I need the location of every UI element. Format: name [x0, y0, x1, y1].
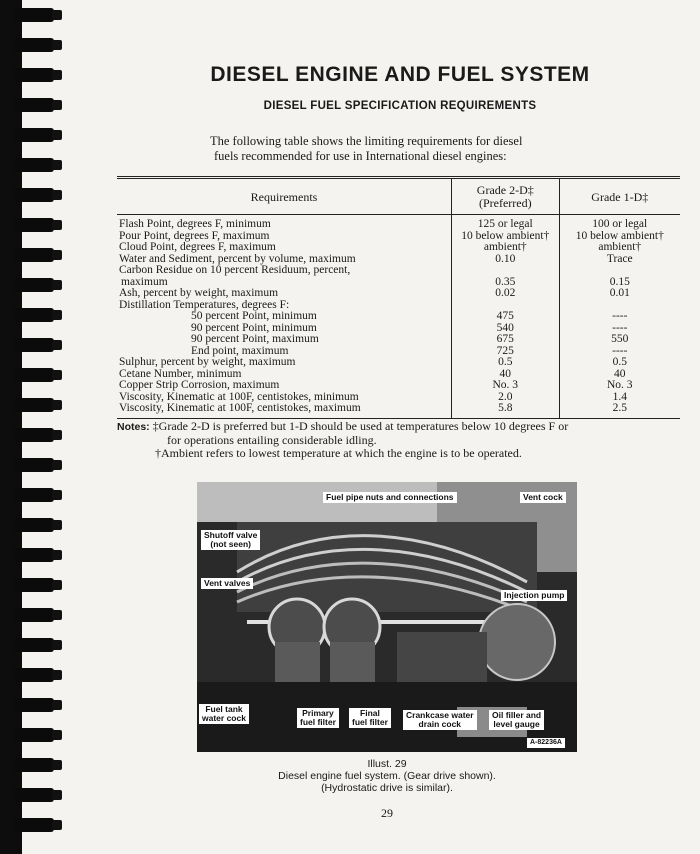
label-fuel-tank-water-cock	[199, 704, 249, 724]
cell-grade-2d: 475	[452, 311, 560, 323]
binding-ring	[14, 188, 54, 202]
caption-line: Illust. 29	[367, 758, 407, 770]
label-fuel-pipe-nuts: Fuel pipe nuts and connections	[323, 492, 457, 503]
cell-grade-1d: ----	[559, 323, 680, 335]
label-line: Final	[360, 708, 380, 718]
cell-requirement: 90 percent Point, maximum	[191, 333, 319, 345]
intro-line: fuels recommended for use in International diesel engines:	[214, 149, 507, 163]
cell-requirement: Water and Sediment, percent by volume, maximum	[119, 252, 356, 265]
binding-ring	[14, 38, 54, 52]
intro-paragraph	[210, 134, 610, 164]
binding-ring	[14, 698, 54, 712]
cell-grade-2d: 40	[452, 369, 560, 381]
binding-ring	[14, 638, 54, 652]
binding-ring	[14, 338, 54, 352]
binding-ring	[14, 398, 54, 412]
header-requirements: Requirements	[117, 178, 452, 215]
cell-grade-1d: Trace	[559, 254, 680, 266]
cell-grade-1d: ambient†	[559, 242, 680, 254]
cell-requirement: 50 percent Point, minimum	[191, 310, 317, 322]
note-text: ‡Grade 2-D is preferred but 1-D should be used at temperatures below 10 degrees F or	[152, 419, 569, 433]
table-row	[117, 380, 680, 392]
notes-block	[117, 420, 687, 460]
cell-requirement: 90 percent Point, minimum	[191, 321, 317, 334]
binding-ring	[14, 758, 54, 772]
label-vent-valves: Vent valves	[201, 578, 253, 589]
binding-ring	[14, 98, 54, 112]
cell-grade-2d: 125 or legal	[452, 215, 560, 231]
label-final-fuel-filter	[349, 708, 391, 728]
table-row	[117, 311, 680, 323]
cell-requirement: Sulphur, percent by weight, maximum	[119, 356, 296, 368]
note-line: †Ambient refers to lowest temperature at which the engine is to be operated.	[155, 446, 522, 460]
cell-requirement: Cetane Number, minimum	[119, 367, 242, 380]
label-line: level gauge	[493, 719, 540, 729]
cell-grade-2d: 0.35	[452, 277, 560, 289]
header-grade-2d-name: Grade 2-D‡	[476, 183, 534, 197]
cell-requirement: End point, maximum	[191, 344, 289, 357]
binding-ring	[14, 428, 54, 442]
binding-ring	[14, 128, 54, 142]
cell-grade-2d: 0.02	[452, 288, 560, 300]
cell-grade-1d: ----	[559, 346, 680, 358]
binding-ring	[14, 308, 54, 322]
binding-ring	[14, 728, 54, 742]
label-line: Oil filler and	[492, 710, 542, 720]
table-row	[117, 215, 680, 231]
binding-ring	[14, 548, 54, 562]
header-grade-1d: Grade 1-D‡	[559, 178, 680, 215]
cell-grade-1d: 550	[559, 334, 680, 346]
cell-grade-2d: No. 3	[452, 380, 560, 392]
table-row	[117, 403, 680, 418]
cell-grade-1d: ----	[559, 311, 680, 323]
header-grade-2d	[452, 178, 560, 215]
table-row	[117, 288, 680, 300]
binding-ring	[14, 158, 54, 172]
cell-grade-1d: 10 below ambient†	[559, 231, 680, 243]
binding-ring	[14, 68, 54, 82]
label-line: Crankcase water	[406, 710, 474, 720]
binding-ring	[14, 368, 54, 382]
label-line: fuel filter	[300, 717, 336, 727]
caption-line: Diesel engine fuel system. (Gear drive shown).	[278, 770, 496, 782]
table-row	[117, 265, 680, 277]
page-title: DIESEL ENGINE AND FUEL SYSTEM	[210, 63, 590, 86]
cell-grade-2d: 725	[452, 346, 560, 358]
cell-grade-2d: 0.5	[452, 357, 560, 369]
label-crankcase-drain	[403, 710, 477, 730]
cell-grade-2d: 5.8	[452, 403, 560, 418]
label-line: fuel filter	[352, 717, 388, 727]
cell-requirement: maximum	[121, 275, 168, 288]
note-line: for operations entailing considerable idling.	[167, 433, 377, 447]
cell-requirement: Carbon Residue on 10 percent Residuum, percent,	[119, 264, 351, 276]
illustration-code: A-82236A	[527, 738, 565, 748]
note-line	[117, 420, 687, 434]
cell-grade-1d: 0.5	[559, 357, 680, 369]
label-line: Shutoff valve	[204, 530, 258, 540]
binding-ring	[14, 668, 54, 682]
label-primary-fuel-filter	[297, 708, 339, 728]
cell-grade-2d: 0.10	[452, 254, 560, 266]
label-shutoff-valve	[201, 530, 260, 550]
cell-grade-2d: ambient†	[452, 242, 560, 254]
label-line: Primary	[302, 708, 334, 718]
binding-ring	[14, 488, 54, 502]
cell-grade-2d	[452, 265, 560, 277]
cell-requirement: Cloud Point, degrees F, maximum	[119, 241, 276, 253]
binding-ring	[14, 8, 54, 22]
caption-line: (Hydrostatic drive is similar).	[321, 782, 453, 794]
cell-grade-2d: 2.0	[452, 392, 560, 404]
cell-grade-1d: 1.4	[559, 392, 680, 404]
label-line: drain cock	[418, 719, 462, 729]
cell-requirement: Flash Point, degrees F, minimum	[119, 218, 271, 230]
label-line: water cock	[202, 713, 246, 723]
cell-grade-1d: No. 3	[559, 380, 680, 392]
cell-grade-1d: 2.5	[559, 403, 680, 418]
cell-requirement: Viscosity, Kinematic at 100F, centistokes, minimum	[119, 390, 359, 403]
cell-grade-1d: 0.01	[559, 288, 680, 300]
label-oil-filler	[489, 710, 544, 730]
binding-ring	[14, 218, 54, 232]
illustration-caption	[197, 758, 577, 794]
cell-grade-1d	[559, 265, 680, 277]
cell-requirement: Ash, percent by weight, maximum	[119, 287, 279, 299]
cell-requirement: Pour Point, degrees F, maximum	[119, 229, 270, 242]
binding-ring	[14, 818, 54, 832]
binding-ring	[14, 248, 54, 262]
binding-ring	[14, 578, 54, 592]
cell-requirement: Viscosity, Kinematic at 100F, centistokes, maximum	[117, 403, 452, 418]
intro-line: The following table shows the limiting requirements for diesel	[210, 134, 523, 148]
table-row	[117, 334, 680, 346]
binding-ring	[14, 278, 54, 292]
fuel-spec-table	[117, 176, 680, 419]
table-row	[117, 242, 680, 254]
label-vent-cock: Vent cock	[520, 492, 566, 503]
cell-requirement: Copper Strip Corrosion, maximum	[119, 379, 280, 391]
binding-ring	[14, 788, 54, 802]
spiral-binding	[0, 0, 70, 854]
table-row	[117, 357, 680, 369]
cell-requirement: Distillation Temperatures, degrees F:	[119, 298, 290, 311]
binding-ring	[14, 608, 54, 622]
cell-grade-1d: 100 or legal	[559, 215, 680, 231]
label-injection-pump: Injection pump	[501, 590, 567, 601]
page-number: 29	[381, 806, 393, 820]
engine-fuel-system-photo	[197, 482, 577, 752]
cell-grade-2d: 540	[452, 323, 560, 335]
section-subtitle: DIESEL FUEL SPECIFICATION REQUIREMENTS	[263, 100, 537, 112]
cell-grade-1d: 40	[559, 369, 680, 381]
cell-grade-2d: 10 below ambient†	[452, 231, 560, 243]
notes-label: Notes:	[117, 421, 150, 433]
label-line: (not seen)	[210, 539, 251, 549]
label-line: Fuel tank	[205, 704, 243, 714]
cell-grade-2d: 675	[452, 334, 560, 346]
binding-ring	[14, 518, 54, 532]
table-body	[117, 215, 680, 419]
cell-grade-1d: 0.15	[559, 277, 680, 289]
table-header-row	[117, 178, 680, 215]
binding-ring	[14, 458, 54, 472]
header-grade-2d-preferred: (Preferred)	[478, 196, 532, 210]
